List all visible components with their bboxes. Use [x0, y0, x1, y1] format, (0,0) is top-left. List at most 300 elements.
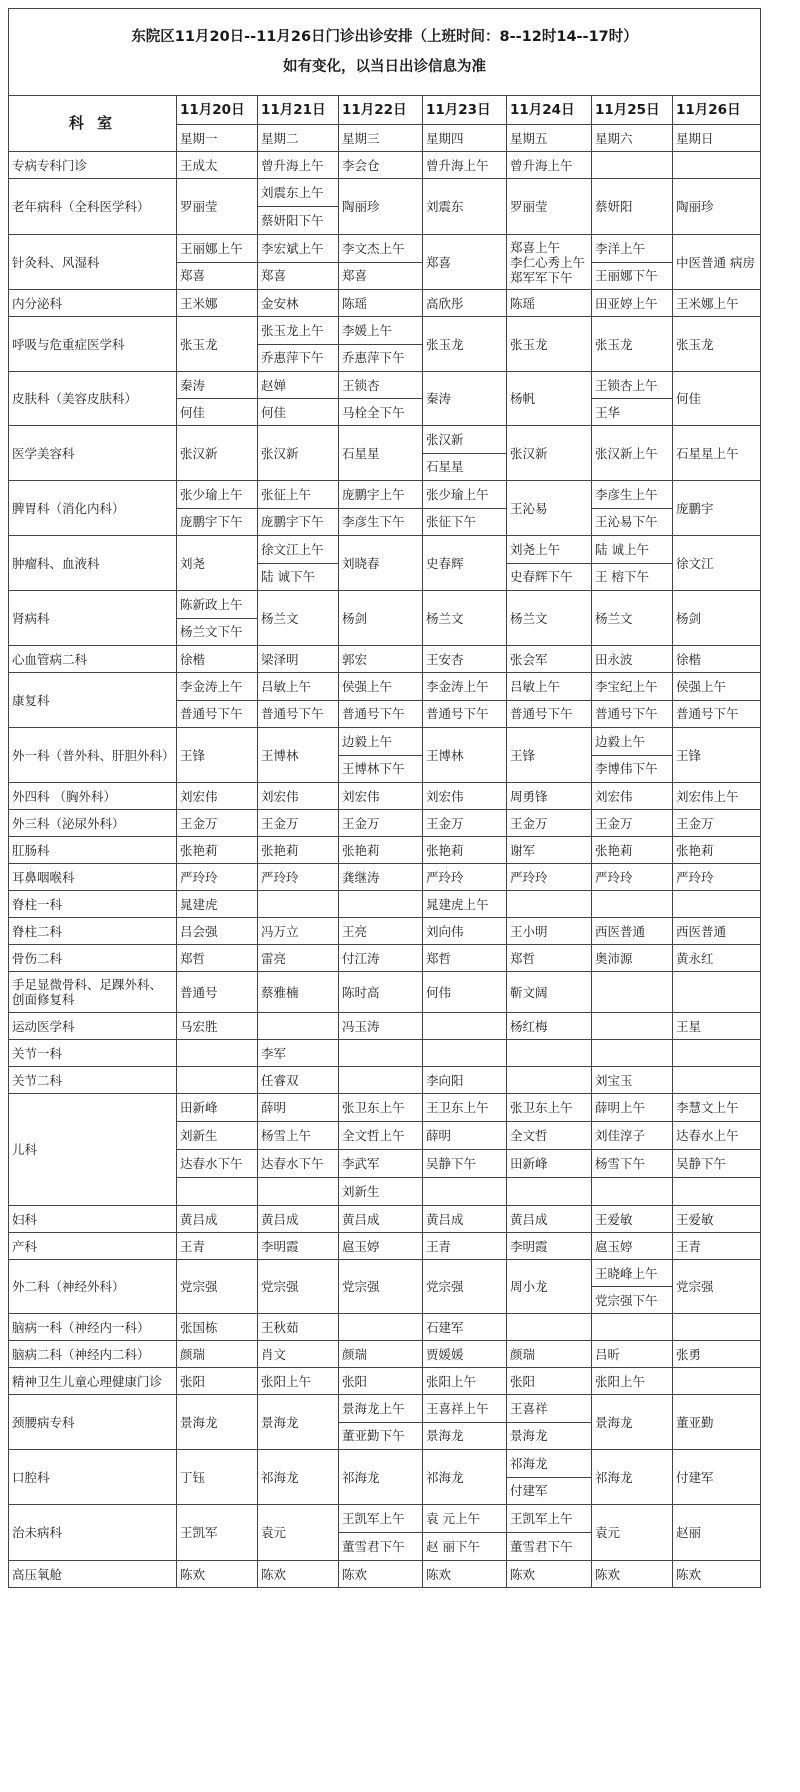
table-row	[9, 317, 761, 345]
schedule-cell: 李宏斌上午	[258, 235, 339, 263]
schedule-cell: 金安林	[258, 290, 339, 317]
schedule-cell: 景海龙	[258, 1395, 339, 1450]
schedule-cell	[423, 1013, 507, 1040]
table-row	[9, 591, 761, 619]
schedule-cell: 张汉新上午	[592, 426, 673, 481]
schedule-cell: 高欣彤	[423, 290, 507, 317]
schedule-cell	[673, 1040, 761, 1067]
schedule-cell: 王凯军上午	[339, 1505, 423, 1533]
table-row	[9, 945, 761, 972]
department-cell: 儿科	[9, 1094, 177, 1206]
schedule-cell: 刘尧	[177, 536, 258, 591]
schedule-cell: 梁泽明	[258, 646, 339, 673]
schedule-cell: 赵 丽下午	[423, 1533, 507, 1561]
schedule-cell: 黄吕成	[258, 1206, 339, 1233]
table-row	[9, 837, 761, 864]
schedule-cell: 张少瑜上午	[423, 481, 507, 509]
schedule-cell: 杨剑	[673, 591, 761, 646]
schedule-cell: 严玲玲	[592, 864, 673, 891]
schedule-cell: 张阳上午	[258, 1368, 339, 1395]
schedule-cell: 张汉新	[423, 426, 507, 454]
schedule-cell: 杨兰文	[507, 591, 592, 646]
schedule-cell: 陈新政上午	[177, 591, 258, 619]
schedule-cell: 吕昕	[592, 1341, 673, 1368]
schedule-cell: 吕敏上午	[258, 673, 339, 701]
schedule-cell: 张玉龙上午	[258, 317, 339, 345]
schedule-cell: 王米娜	[177, 290, 258, 317]
schedule-cell: 薛明	[258, 1094, 339, 1122]
department-cell: 高压氧舱	[9, 1561, 177, 1588]
schedule-cell: 田永波	[592, 646, 673, 673]
date-header: 11月26日	[673, 96, 761, 125]
schedule-cell: 张艳莉	[423, 837, 507, 864]
department-cell: 肛肠科	[9, 837, 177, 864]
title-row	[9, 9, 761, 96]
schedule-cell: 黄永红	[673, 945, 761, 972]
schedule-cell	[673, 972, 761, 1013]
schedule-cell: 李明霞	[258, 1233, 339, 1260]
department-cell: 脑病一科（神经内一科）	[9, 1314, 177, 1341]
table-row	[9, 372, 761, 399]
schedule-cell	[592, 152, 673, 179]
schedule-cell: 冯万立	[258, 918, 339, 945]
schedule-cell: 侯强上午	[673, 673, 761, 701]
schedule-cell: 张阳	[507, 1368, 592, 1395]
date-header: 11月23日	[423, 96, 507, 125]
schedule-cell: 张勇	[673, 1341, 761, 1368]
schedule-cell: 刘震东上午	[258, 179, 339, 207]
schedule-cell: 党宗强	[258, 1260, 339, 1314]
schedule-cell: 张汉新	[507, 426, 592, 481]
schedule-cell: 中医普通 病房	[673, 235, 761, 290]
schedule-cell	[673, 1368, 761, 1395]
department-cell: 呼吸与危重症医学科	[9, 317, 177, 372]
schedule-cell	[673, 1178, 761, 1206]
schedule-cell: 郑喜	[339, 262, 423, 290]
schedule-cell: 张艳莉	[673, 837, 761, 864]
schedule-cell: 严玲玲	[673, 864, 761, 891]
table-row	[9, 426, 761, 454]
schedule-cell: 董雪君下午	[507, 1533, 592, 1561]
page-title: 东院区11月20日--11月26日门诊出诊安排（上班时间：8--12时14--17时）	[131, 29, 638, 45]
schedule-cell: 龚继涛	[339, 864, 423, 891]
schedule-cell: 袁元	[258, 1505, 339, 1561]
schedule-cell: 刘佳淳子	[592, 1122, 673, 1150]
schedule-cell: 王丽娜下午	[592, 262, 673, 290]
schedule-cell: 祁海龙	[507, 1450, 592, 1478]
schedule-cell	[258, 891, 339, 918]
schedule-cell: 黄吕成	[177, 1206, 258, 1233]
schedule-cell: 张会军	[507, 646, 592, 673]
schedule-cell: 张阳	[339, 1368, 423, 1395]
department-cell: 针灸科、风湿科	[9, 235, 177, 290]
schedule-cell: 普通号下午	[507, 700, 592, 728]
schedule-cell: 王晓峰上午	[592, 1260, 673, 1287]
schedule-cell: 张玉龙	[507, 317, 592, 372]
table-row	[9, 972, 761, 1013]
schedule-cell: 西医普通	[673, 918, 761, 945]
schedule-cell: 张玉龙	[423, 317, 507, 372]
schedule-cell: 王沁易	[507, 481, 592, 536]
schedule-cell	[177, 1178, 258, 1206]
schedule-cell: 徐文江上午	[258, 536, 339, 564]
schedule-cell: 蔡妍阳	[592, 179, 673, 235]
schedule-cell	[673, 152, 761, 179]
schedule-cell: 陈欢	[592, 1561, 673, 1588]
table-row	[9, 1206, 761, 1233]
department-cell: 口腔科	[9, 1450, 177, 1505]
schedule-cell: 郑哲	[507, 945, 592, 972]
schedule-cell: 陈瑶	[507, 290, 592, 317]
schedule-cell: 扈玉婷	[592, 1233, 673, 1260]
schedule-cell: 普通号下午	[592, 700, 673, 728]
schedule-cell: 郑哲	[423, 945, 507, 972]
schedule-cell: 边毅上午	[592, 728, 673, 756]
schedule-cell	[592, 891, 673, 918]
schedule-cell: 祁海龙	[339, 1450, 423, 1505]
schedule-cell: 党宗强	[177, 1260, 258, 1314]
schedule-cell: 刘新生	[177, 1122, 258, 1150]
schedule-cell: 乔惠萍下午	[258, 344, 339, 372]
schedule-cell: 李媛上午	[339, 317, 423, 345]
schedule-cell: 严玲玲	[507, 864, 592, 891]
schedule-cell: 王爱敏	[673, 1206, 761, 1233]
schedule-cell: 贾媛媛	[423, 1341, 507, 1368]
schedule-cell	[507, 1067, 592, 1094]
schedule-cell: 吕敏上午	[507, 673, 592, 701]
schedule-cell: 杨兰文下午	[177, 618, 258, 646]
schedule-cell: 吕会强	[177, 918, 258, 945]
schedule-cell: 何伟	[423, 972, 507, 1013]
schedule-cell: 王成太	[177, 152, 258, 179]
schedule-cell: 王 榕下午	[592, 563, 673, 591]
schedule-cell	[592, 972, 673, 1013]
schedule-cell: 景海龙	[592, 1395, 673, 1450]
schedule-cell: 颜瑞	[339, 1341, 423, 1368]
schedule-cell: 陈欢	[673, 1561, 761, 1588]
schedule-cell: 雷亮	[258, 945, 339, 972]
schedule-cell	[592, 1314, 673, 1341]
schedule-cell: 刘晓春	[339, 536, 423, 591]
schedule-cell: 刘宏伟上午	[673, 783, 761, 810]
schedule-cell: 薛明上午	[592, 1094, 673, 1122]
schedule-cell: 陈时高	[339, 972, 423, 1013]
department-cell: 骨伤二科	[9, 945, 177, 972]
schedule-cell: 王金万	[507, 810, 592, 837]
department-cell: 康复科	[9, 673, 177, 728]
schedule-cell: 田亚婷上午	[592, 290, 673, 317]
schedule-cell: 王锋	[673, 728, 761, 783]
date-header: 11月25日	[592, 96, 673, 125]
department-cell: 运动医学科	[9, 1013, 177, 1040]
department-cell: 外四科 （胸外科）	[9, 783, 177, 810]
schedule-cell: 王凯军	[177, 1505, 258, 1561]
schedule-cell: 田新峰	[177, 1094, 258, 1122]
schedule-cell: 杨雪下午	[592, 1150, 673, 1178]
schedule-cell: 乔惠萍下午	[339, 344, 423, 372]
schedule-cell: 郭宏	[339, 646, 423, 673]
schedule-cell: 王喜祥上午	[423, 1395, 507, 1423]
schedule-cell: 王丽娜上午	[177, 235, 258, 263]
schedule-cell: 郑喜上午 李仁心秀上午 郑军军下午	[507, 235, 592, 290]
schedule-cell: 张玉龙	[177, 317, 258, 372]
department-cell: 肾病科	[9, 591, 177, 646]
schedule-cell: 肖文	[258, 1341, 339, 1368]
department-cell: 手足显微骨科、足踝外科、创面修复科	[9, 972, 177, 1013]
schedule-cell: 曾升海上午	[423, 152, 507, 179]
schedule-cell: 张艳莉	[177, 837, 258, 864]
schedule-cell: 丁钰	[177, 1450, 258, 1505]
table-row	[9, 1368, 761, 1395]
schedule-cell: 景海龙上午	[339, 1395, 423, 1423]
schedule-cell: 庞鹏宇	[673, 481, 761, 536]
dept-header: 科 室	[9, 96, 177, 152]
schedule-cell: 张艳莉	[258, 837, 339, 864]
schedule-cell: 李金涛上午	[423, 673, 507, 701]
department-cell: 产科	[9, 1233, 177, 1260]
table-row	[9, 1040, 761, 1067]
schedule-cell: 西医普通	[592, 918, 673, 945]
schedule-cell: 何佳	[258, 399, 339, 426]
schedule-cell: 李向阳	[423, 1067, 507, 1094]
date-header: 11月22日	[339, 96, 423, 125]
schedule-cell: 王喜祥	[507, 1395, 592, 1423]
schedule-cell: 祁海龙	[592, 1450, 673, 1505]
schedule-cell: 冯玉涛	[339, 1013, 423, 1040]
schedule-cell: 景海龙	[177, 1395, 258, 1450]
schedule-cell: 王安杏	[423, 646, 507, 673]
schedule-cell: 普通号	[177, 972, 258, 1013]
schedule-cell: 刘宏伟	[177, 783, 258, 810]
schedule-cell: 郑喜	[423, 235, 507, 290]
table-row	[9, 179, 761, 207]
department-cell: 内分泌科	[9, 290, 177, 317]
schedule-cell: 陈欢	[258, 1561, 339, 1588]
schedule-cell: 徐楷	[177, 646, 258, 673]
schedule-cell: 黄吕成	[339, 1206, 423, 1233]
schedule-cell	[339, 891, 423, 918]
department-cell: 专病专科门诊	[9, 152, 177, 179]
department-cell: 脊柱二科	[9, 918, 177, 945]
schedule-cell: 张阳上午	[423, 1368, 507, 1395]
schedule-cell: 李博伟下午	[592, 755, 673, 783]
schedule-cell: 王华	[592, 399, 673, 426]
department-cell: 医学美容科	[9, 426, 177, 481]
schedule-cell: 普通号下午	[673, 700, 761, 728]
table-row	[9, 1505, 761, 1533]
table-row	[9, 864, 761, 891]
table-row	[9, 152, 761, 179]
schedule-cell: 王青	[673, 1233, 761, 1260]
schedule-cell: 王博林	[258, 728, 339, 783]
schedule-cell: 李文杰上午	[339, 235, 423, 263]
table-row	[9, 646, 761, 673]
schedule-cell	[507, 1040, 592, 1067]
department-cell: 脑病二科（神经内二科）	[9, 1341, 177, 1368]
schedule-cell: 石星星	[339, 426, 423, 481]
schedule-cell: 王金万	[423, 810, 507, 837]
schedule-cell: 颜瑞	[507, 1341, 592, 1368]
schedule-cell: 蔡妍阳下午	[258, 207, 339, 235]
schedule-cell: 史春辉	[423, 536, 507, 591]
schedule-cell: 扈玉婷	[339, 1233, 423, 1260]
schedule-cell: 王金万	[673, 810, 761, 837]
schedule-cell: 李彦生上午	[592, 481, 673, 509]
table-row	[9, 918, 761, 945]
schedule-cell	[592, 1013, 673, 1040]
schedule-cell: 普通号下午	[177, 700, 258, 728]
schedule-cell: 李明霞	[507, 1233, 592, 1260]
table-row	[9, 536, 761, 564]
schedule-cell	[592, 1178, 673, 1206]
schedule-cell: 田新峰	[507, 1150, 592, 1178]
schedule-cell: 张卫东上午	[339, 1094, 423, 1122]
schedule-cell: 谢军	[507, 837, 592, 864]
weekday-header: 星期六	[592, 125, 673, 152]
schedule-cell: 周小龙	[507, 1260, 592, 1314]
schedule-cell: 晁建虎上午	[423, 891, 507, 918]
schedule-cell: 刘向伟	[423, 918, 507, 945]
schedule-cell: 何佳	[673, 372, 761, 426]
department-cell: 皮肤科（美容皮肤科）	[9, 372, 177, 426]
schedule-cell	[339, 1040, 423, 1067]
schedule-cell	[423, 1178, 507, 1206]
department-cell: 肿瘤科、血液科	[9, 536, 177, 591]
schedule-cell: 袁 元上午	[423, 1505, 507, 1533]
schedule-cell: 全文哲	[507, 1122, 592, 1150]
schedule-cell: 景海龙	[423, 1422, 507, 1450]
schedule-cell: 王亮	[339, 918, 423, 945]
department-cell: 精神卫生儿童心理健康门诊	[9, 1368, 177, 1395]
department-cell: 关节二科	[9, 1067, 177, 1094]
schedule-cell	[507, 1314, 592, 1341]
schedule-cell: 陈欢	[507, 1561, 592, 1588]
schedule-cell: 王沁易下午	[592, 508, 673, 536]
schedule-cell: 党宗强下午	[592, 1287, 673, 1314]
schedule-cell: 党宗强	[339, 1260, 423, 1314]
schedule-cell	[177, 1040, 258, 1067]
schedule-cell: 严玲玲	[423, 864, 507, 891]
schedule-cell: 党宗强	[423, 1260, 507, 1314]
schedule-cell: 刘尧上午	[507, 536, 592, 564]
schedule-cell: 祁海龙	[423, 1450, 507, 1505]
schedule-cell: 吴静下午	[673, 1150, 761, 1178]
department-cell: 颈腰病专科	[9, 1395, 177, 1450]
date-header: 11月20日	[177, 96, 258, 125]
schedule-cell: 王星	[673, 1013, 761, 1040]
department-cell: 外二科（神经外科）	[9, 1260, 177, 1314]
schedule-cell	[177, 1067, 258, 1094]
department-cell: 关节一科	[9, 1040, 177, 1067]
schedule-cell: 奥沛源	[592, 945, 673, 972]
schedule-cell: 马宏胜	[177, 1013, 258, 1040]
schedule-cell: 罗丽莹	[177, 179, 258, 235]
department-cell: 老年病科（全科医学科）	[9, 179, 177, 235]
schedule-cell: 王小明	[507, 918, 592, 945]
schedule-cell: 李洋上午	[592, 235, 673, 263]
schedule-cell: 徐楷	[673, 646, 761, 673]
schedule-cell: 王锁杏	[339, 372, 423, 399]
schedule-cell: 薛明	[423, 1122, 507, 1150]
schedule-cell	[507, 891, 592, 918]
weekday-header: 星期四	[423, 125, 507, 152]
schedule-cell: 杨兰文	[592, 591, 673, 646]
table-row	[9, 1341, 761, 1368]
schedule-cell: 达春水下午	[177, 1150, 258, 1178]
schedule-cell: 张卫东上午	[507, 1094, 592, 1122]
schedule-cell: 任睿双	[258, 1067, 339, 1094]
schedule-cell: 付建军	[507, 1477, 592, 1505]
schedule-cell: 陆 诚上午	[592, 536, 673, 564]
schedule-cell: 刘宝玉	[592, 1067, 673, 1094]
schedule-cell: 张阳	[177, 1368, 258, 1395]
schedule-cell: 石星星	[423, 453, 507, 481]
schedule-cell: 严玲玲	[258, 864, 339, 891]
schedule-cell: 王卫东上午	[423, 1094, 507, 1122]
schedule-cell: 黄吕成	[507, 1206, 592, 1233]
schedule-cell: 刘宏伟	[339, 783, 423, 810]
schedule-cell: 郑哲	[177, 945, 258, 972]
schedule-cell: 陈欢	[177, 1561, 258, 1588]
schedule-cell: 赵婵	[258, 372, 339, 399]
table-row	[9, 1233, 761, 1260]
department-cell: 外一科（普外科、肝胆外科）	[9, 728, 177, 783]
date-header: 11月24日	[507, 96, 592, 125]
schedule-cell: 石星星上午	[673, 426, 761, 481]
schedule-cell: 吴静下午	[423, 1150, 507, 1178]
schedule-cell: 达春水下午	[258, 1150, 339, 1178]
schedule-cell: 罗丽莹	[507, 179, 592, 235]
schedule-cell: 普通号下午	[423, 700, 507, 728]
schedule-cell: 李军	[258, 1040, 339, 1067]
schedule-cell: 陈瑶	[339, 290, 423, 317]
schedule-cell: 曾升海上午	[507, 152, 592, 179]
schedule-cell: 张玉龙	[592, 317, 673, 372]
schedule-cell: 王秋茹	[258, 1314, 339, 1341]
schedule-cell: 庞鹏宇下午	[258, 508, 339, 536]
table-row	[9, 1260, 761, 1287]
schedule-cell: 王博林下午	[339, 755, 423, 783]
schedule-cell: 李慧文上午	[673, 1094, 761, 1122]
schedule-cell: 陶丽珍	[673, 179, 761, 235]
schedule-cell: 蔡雅楠	[258, 972, 339, 1013]
schedule-cell: 黄吕成	[423, 1206, 507, 1233]
schedule-cell: 李会仓	[339, 152, 423, 179]
table-row	[9, 1450, 761, 1478]
schedule-cell: 王金万	[258, 810, 339, 837]
department-cell: 脾胃科（消化内科）	[9, 481, 177, 536]
schedule-cell: 王青	[423, 1233, 507, 1260]
department-cell: 耳鼻咽喉科	[9, 864, 177, 891]
schedule-cell	[423, 1040, 507, 1067]
schedule-cell: 达春水上午	[673, 1122, 761, 1150]
schedule-cell: 李武军	[339, 1150, 423, 1178]
department-cell: 外三科（泌尿外科）	[9, 810, 177, 837]
schedule-cell: 景海龙	[507, 1422, 592, 1450]
table-row	[9, 481, 761, 509]
schedule-cell: 张阳上午	[592, 1368, 673, 1395]
schedule-cell: 刘宏伟	[592, 783, 673, 810]
table-row	[9, 1395, 761, 1423]
schedule-cell: 董亚勤下午	[339, 1422, 423, 1450]
title-cell	[9, 9, 761, 96]
schedule-cell	[507, 1178, 592, 1206]
schedule-cell: 李金涛上午	[177, 673, 258, 701]
schedule-cell: 王金万	[592, 810, 673, 837]
schedule-cell: 张汉新	[258, 426, 339, 481]
schedule-cell: 王锋	[177, 728, 258, 783]
schedule-cell: 张艳莉	[339, 837, 423, 864]
